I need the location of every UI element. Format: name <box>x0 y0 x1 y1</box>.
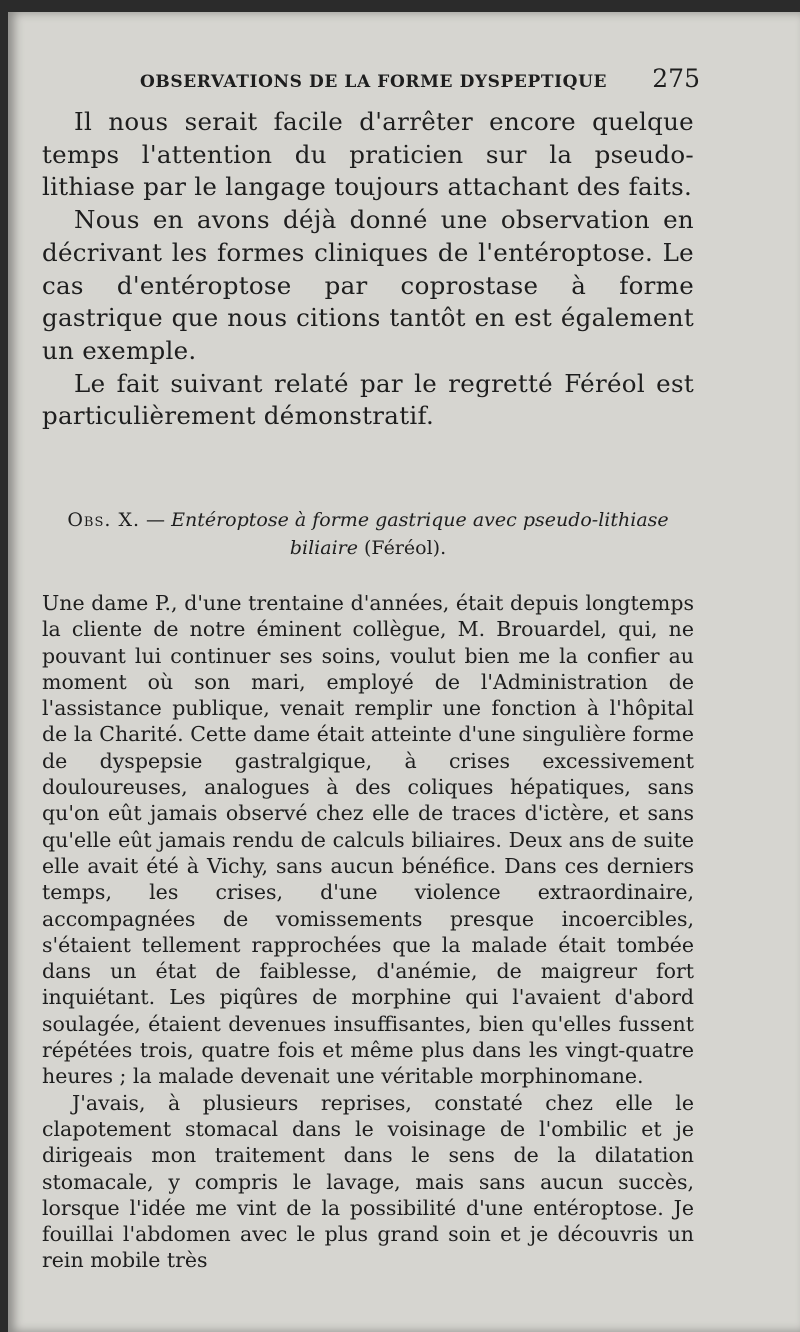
observation-label: Obs. X. <box>67 509 141 531</box>
page-number: 275 <box>652 64 700 93</box>
page-header <box>140 58 700 98</box>
paragraph: Une dame P., d'une trentaine d'années, était depuis longtemps la cliente de notre éminent collègue, M. Brouardel, qui, ne pouvant lui continuer ses soins, voulut bien me la confier au moment où son mari, employé de l'Administration de l'assistance publique, venait remplir une fonction à l'hôpital de la Charité. Cette dame était atteinte d'une singulière forme de dyspepsie gastralgique, à crises excessivement douloureuses, analogues à des coliques hépatiques, sans qu'on eût jamais observé chez elle de traces d'ictère, et sans qu'elle eût jamais rendu de calculs biliaires. Deux ans de suite elle avait été à Vichy, sans aucun bénéfice. Dans ces derniers temps, les crises, d'une violence extraordinaire, accompagnées de vomissements presque incoercibles, s'étaient tellement rapprochées que la malade était tombée dans un état de faiblesse, d'anémie, de maigreur fort inquiétant. Les piqûres de morphine qui l'avaient d'abord soulagée, étaient devenues insuffisantes, bien qu'elles fussent répétées trois, quatre fois et même plus dans les vingt-quatre heures ; la malade devenait une véritable morphinomane. <box>42 591 694 1089</box>
paragraph: J'avais, à plusieurs reprises, constaté chez elle le clapotement stomacal dans le voisinage de l'ombilic et je dirigeais mon traitement dans le sens de la dilatation stomacale, y compris le lavage, mais sans aucun succès, lorsque l'idée me vint de la possibilité d'une entéroptose. Je fouillai l'abdomen avec le plus grand soin et je découvris un rein mobile très <box>42 1090 694 1273</box>
observation-attribution: (Féréol). <box>357 537 447 559</box>
book-page <box>8 12 800 1332</box>
observation-title: Entéroptose à forme gastrique avec pseudo-lithiase biliaire <box>171 509 669 559</box>
paragraph: Le fait suivant relaté par le regretté Féréol est particulièrement démonstratif. <box>42 368 694 431</box>
observation-heading <box>42 506 694 562</box>
running-title: OBSERVATIONS DE LA FORME DYSPEPTIQUE <box>140 72 608 92</box>
heading-dash: — <box>140 509 172 531</box>
paragraph: Il nous serait facile d'arrêter encore quelque temps l'attention du praticien sur la pseudo-lithiase par le langage toujours attachant des faits. <box>42 107 694 202</box>
paragraph: Nous en avons déjà donné une observation en décrivant les formes cliniques de l'entéroptose. Le cas d'entéroptose par coprostase à forme gastrique que nous citions tantôt en est également un exemple. <box>42 205 694 365</box>
intro-text <box>42 106 694 433</box>
observation-text <box>42 590 694 1274</box>
